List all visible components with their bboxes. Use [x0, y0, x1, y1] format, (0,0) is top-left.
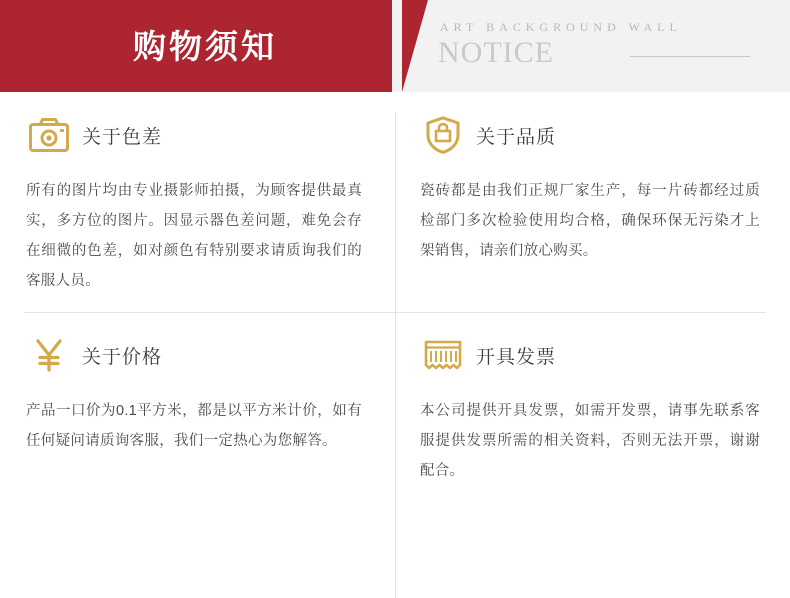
page-title: 购物须知	[133, 27, 277, 65]
shield-quality-icon	[420, 112, 466, 158]
yuan-price-icon	[26, 332, 72, 378]
notice-item-header	[26, 108, 386, 162]
notice-item-color	[26, 108, 386, 296]
notice-item-quality	[420, 108, 780, 266]
header-subtitle-large: NOTICE	[438, 36, 554, 69]
notice-item-header	[420, 108, 780, 162]
page-header	[0, 0, 790, 92]
notice-item-title: 关于价格	[82, 346, 163, 368]
vertical-divider	[395, 112, 396, 598]
notice-item-title: 开具发票	[476, 346, 557, 368]
notice-item-invoice	[420, 328, 780, 486]
horizontal-divider	[24, 312, 766, 313]
notice-item-title: 关于色差	[82, 126, 163, 148]
notice-item-header	[420, 328, 780, 382]
invoice-icon	[420, 332, 466, 378]
notice-item-header	[26, 328, 386, 382]
notice-item-title: 关于品质	[476, 126, 557, 148]
header-title-block	[0, 0, 392, 92]
header-slash-decoration	[402, 0, 428, 92]
header-rule-divider	[630, 56, 750, 57]
notice-item-body: 本公司提供开具发票，如需开发票，请事先联系客服提供发票所需的相关资料，否则无法开票，谢谢配合。	[420, 403, 760, 479]
header-subtitle-small: ART BACKGROUND WALL	[440, 20, 682, 34]
notice-item-body: 产品一口价为0.1平方米，都是以平方米计价，如有任何疑问请质询客服，我们一定热心为您解答。	[26, 403, 362, 449]
camera-icon	[26, 112, 72, 158]
notice-item-price	[26, 328, 386, 456]
header-subtitle-block	[392, 0, 790, 92]
notice-item-body: 瓷砖都是由我们正规厂家生产，每一片砖都经过质检部门多次检验使用均合格，确保环保无污染才上架销售，请亲们放心购买。	[420, 183, 760, 259]
notice-item-body: 所有的图片均由专业摄影师拍摄，为顾客提供最真实，多方位的图片。因显示器色差问题，难免会存在细微的色差，如对颜色有特别要求请质询我们的客服人员。	[26, 183, 362, 289]
notice-grid	[0, 92, 790, 561]
